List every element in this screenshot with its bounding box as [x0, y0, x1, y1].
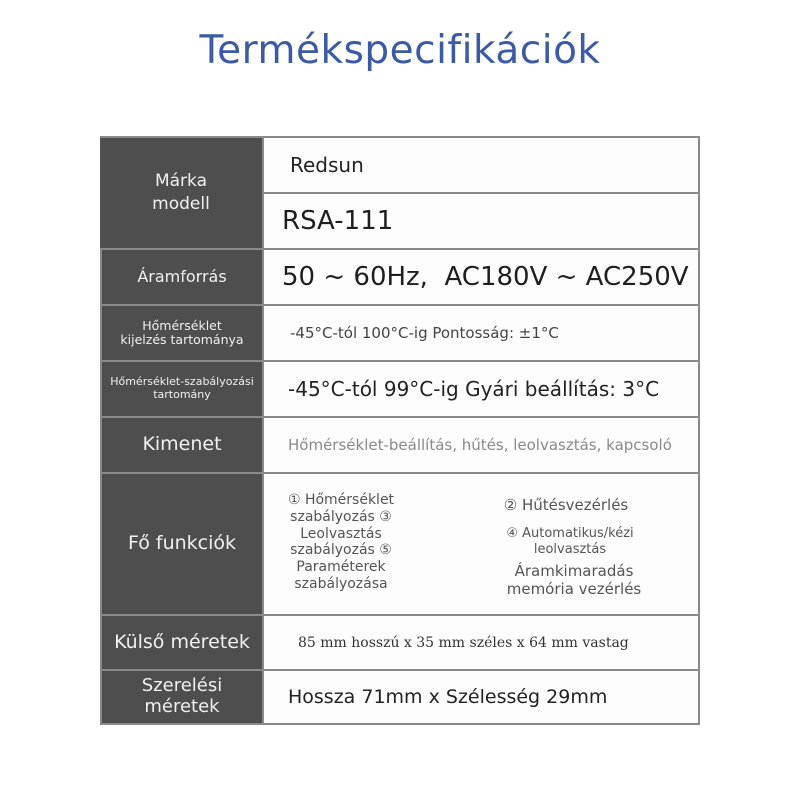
control-range-value: -45°C-tól 99°C-ig Gyári beállítás: 3°C	[264, 362, 698, 416]
external-size-value: 85 mm hosszú x 35 mm széles x 64 mm vastag	[264, 616, 698, 669]
power-value: 50 ~ 60Hz, AC180V ~ AC250V	[264, 250, 698, 304]
brand-value: Redsun	[264, 138, 698, 192]
external-size-label: Külső méretek	[102, 616, 264, 669]
display-range-value: -45°C-tól 100°C-ig Pontosság: ±1°C	[264, 306, 698, 360]
mount-size-value: Hossza 71mm x Szélesség 29mm	[264, 671, 698, 723]
model-value: RSA-111	[264, 194, 698, 248]
output-label: Kimenet	[102, 418, 264, 472]
brand-model-label: Márka modell	[100, 138, 262, 248]
output-value: Hőmérséklet-beállítás, hűtés, leolvasztás, kapcsoló	[264, 418, 698, 472]
function-defrost-mode: ④ Automatikus/kézi leolvasztás	[506, 526, 634, 557]
function-cooling-control: ② Hűtésvezérlés	[503, 496, 629, 514]
function-power-memory: Áramkimaradás memória vezérlés	[506, 562, 642, 598]
table-row-mount-size	[102, 671, 698, 723]
function-list-col1: ① Hőmérséklet szabályozás ③ Leolvasztás szabályozás ⑤ Paraméterek szabályozása	[287, 492, 395, 592]
table-row-external-size	[102, 616, 698, 671]
control-range-label: Hőmérséklet-szabályozási tartomány	[102, 362, 264, 416]
functions-grid	[264, 474, 698, 614]
table-row-control-range	[102, 362, 698, 418]
display-range-label: Hőmérséklet kijelzés tartománya	[102, 306, 264, 360]
functions-label: Fő funkciók	[102, 474, 264, 614]
table-row-output	[102, 418, 698, 474]
table-row-functions	[102, 474, 698, 616]
mount-size-label: Szerelési méretek	[102, 671, 264, 723]
page-title: Termékspecifikációk	[199, 28, 601, 73]
power-label: Áramforrás	[102, 250, 264, 304]
table-row-display-range	[102, 306, 698, 362]
functions-value	[264, 474, 698, 614]
table-row-power	[102, 250, 698, 306]
